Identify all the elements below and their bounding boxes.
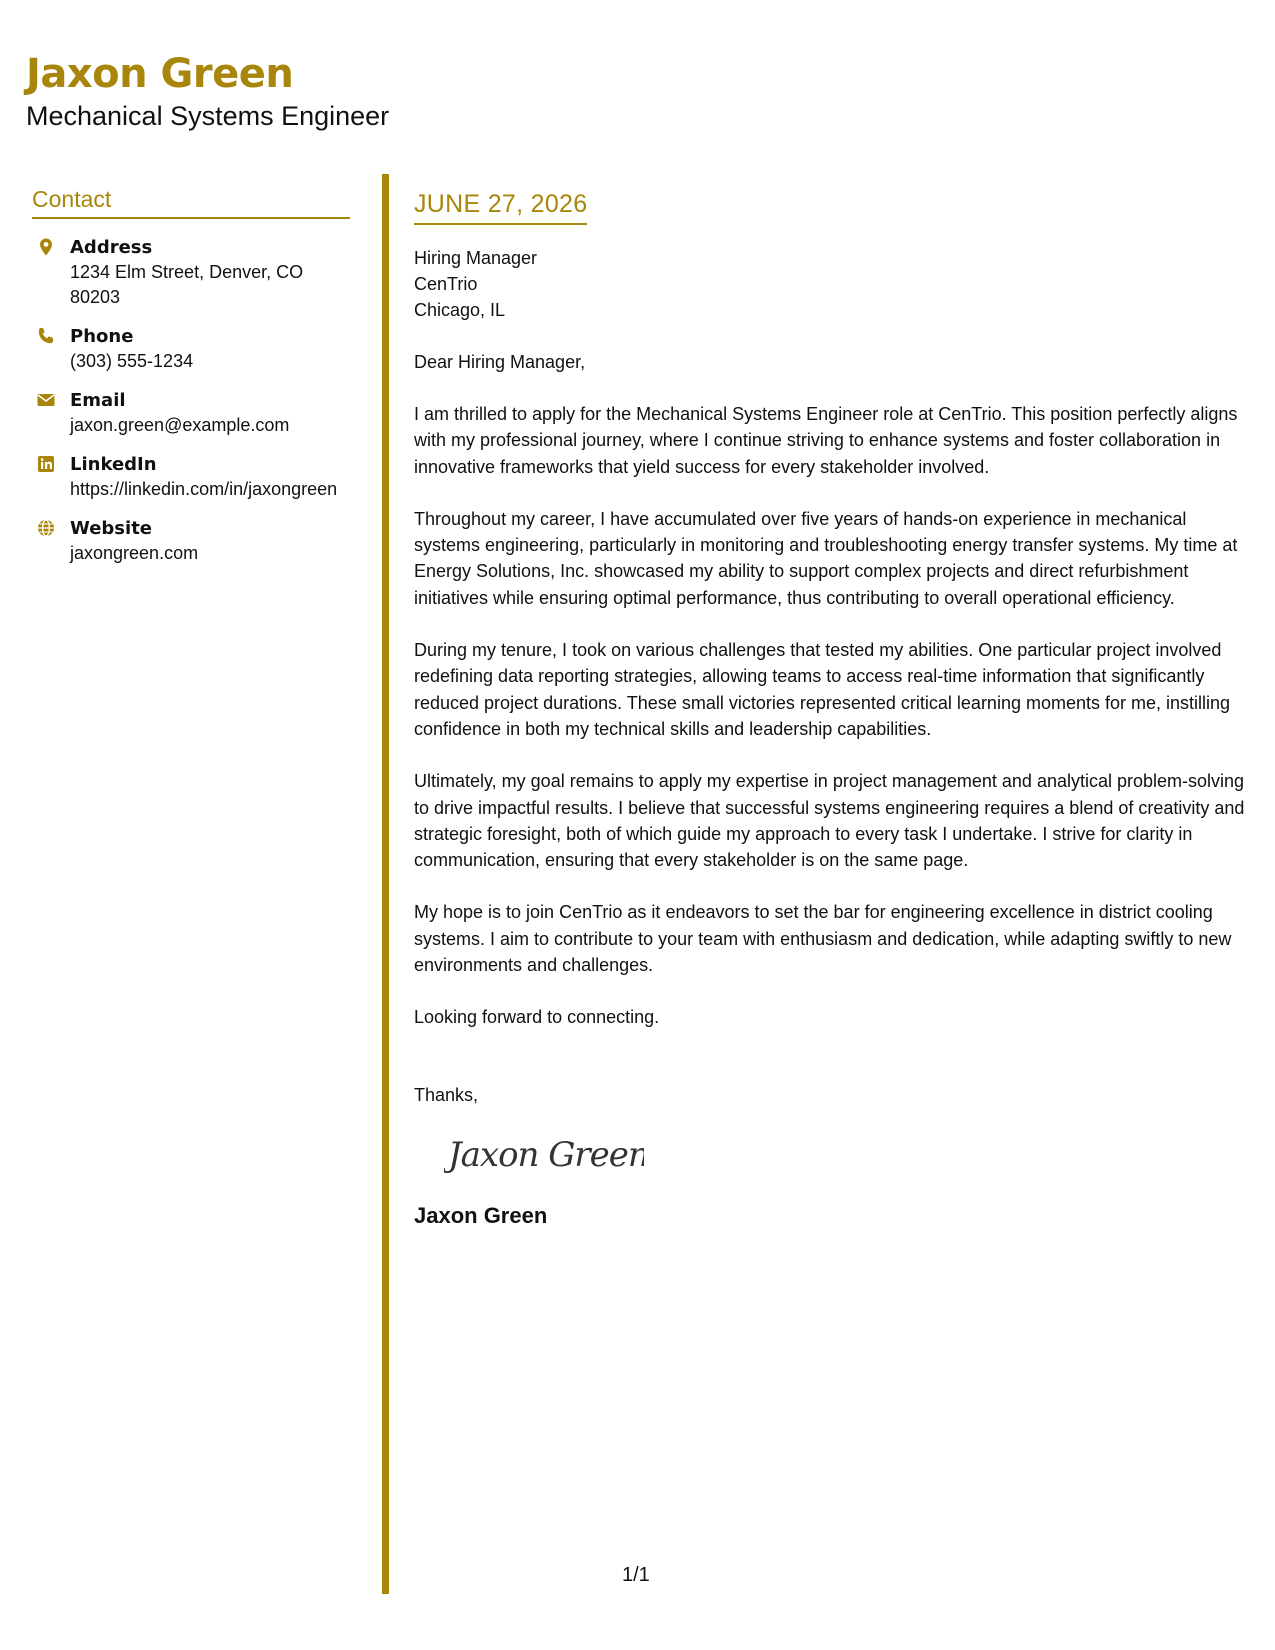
- contact-value[interactable]: jaxon.green@example.com: [70, 415, 290, 435]
- applicant-title: Mechanical Systems Engineer: [26, 101, 390, 131]
- contact-value[interactable]: jaxongreen.com: [70, 543, 199, 563]
- body-paragraph: My hope is to join CenTrio as it endeavors to set the bar for engineering excellence in district cooling systems. I aim to contribute to your team with enthusiasm and dedication, while adapting swiftly to new environments and challenges.: [414, 902, 1232, 976]
- contact-email: [32, 388, 350, 438]
- recipient-line: CenTrio: [414, 274, 478, 294]
- globe-icon: [36, 518, 56, 538]
- contact-website: [32, 516, 350, 566]
- signature-image: [444, 1128, 644, 1182]
- body-paragraph: I am thrilled to apply for the Mechanical Systems Engineer role at CenTrio. This position perfectly aligns with my professional journey, where I continue striving to enhance systems and foster collaboration in innovative frameworks that yield success for every stakeholder involved.: [414, 404, 1238, 477]
- vertical-divider: [382, 174, 389, 1594]
- body-paragraph: During my tenure, I took on various challenges that tested my abilities. One particular project involved redefining data reporting strategies, allowing teams to access real-time information that significantly reduced project durations. These small victories represented critical learning moments for me, instilling confidence in both my technical skills and leadership capabilities.: [414, 640, 1231, 739]
- letter-date: JUNE 27, 2026: [414, 190, 587, 225]
- sidebar: [32, 186, 350, 580]
- body-paragraph: Ultimately, my goal remains to apply my expertise in project management and analytical problem-solving to drive impactful results. I believe that successful systems engineering requires a blend of creativity and strategic foresight, both of which guide my approach to every task I undertake. I strive for clarity in communication, ensuring that every stakeholder is on the same page.: [414, 771, 1245, 871]
- contact-phone: [32, 324, 350, 374]
- contact-value: 1234 Elm Street, Denver, CO 80203: [70, 262, 304, 307]
- contact-linkedin: [32, 452, 350, 502]
- recipient-line: Hiring Manager: [414, 248, 538, 268]
- contact-address: [32, 235, 350, 310]
- page-number: 1/1: [622, 1564, 650, 1586]
- recipient-line: Chicago, IL: [414, 300, 506, 320]
- body-paragraph: Throughout my career, I have accumulated over five years of hands-on experience in mechanical systems engineering, particularly in monitoring and troubleshooting energy transfer systems. My time at Energy Solutions, Inc. showcased my ability to support complex projects and direct refurbishment initiatives while ensuring optimal performance, thus contributing to overall operational efficiency.: [414, 508, 1238, 608]
- letter-body: [414, 190, 1249, 1229]
- linkedin-icon: [36, 454, 56, 474]
- contact-value: (303) 555-1234: [70, 351, 194, 371]
- phone-icon: [36, 326, 56, 346]
- contact-list: [32, 235, 350, 566]
- recipient-block: [414, 245, 1249, 323]
- header: [26, 50, 389, 132]
- contact-label: Phone: [70, 326, 134, 347]
- signature-text: Jaxon Green: [448, 1135, 644, 1176]
- contact-label: Email: [70, 390, 126, 411]
- sign-off: Thanks,: [414, 1085, 479, 1106]
- contact-label: LinkedIn: [70, 454, 157, 475]
- contact-label: Website: [70, 518, 153, 539]
- contact-value[interactable]: https://linkedin.com/in/jaxongreen: [70, 479, 338, 499]
- contact-heading: Contact: [32, 186, 350, 219]
- map-pin-icon: [36, 237, 56, 257]
- salutation: Dear Hiring Manager,: [414, 352, 586, 372]
- applicant-name: Jaxon Green: [26, 51, 294, 97]
- closing-line: Looking forward to connecting.: [414, 1007, 660, 1028]
- signer-name: Jaxon Green: [414, 1203, 548, 1229]
- contact-label: Address: [70, 237, 153, 258]
- envelope-icon: [36, 390, 56, 410]
